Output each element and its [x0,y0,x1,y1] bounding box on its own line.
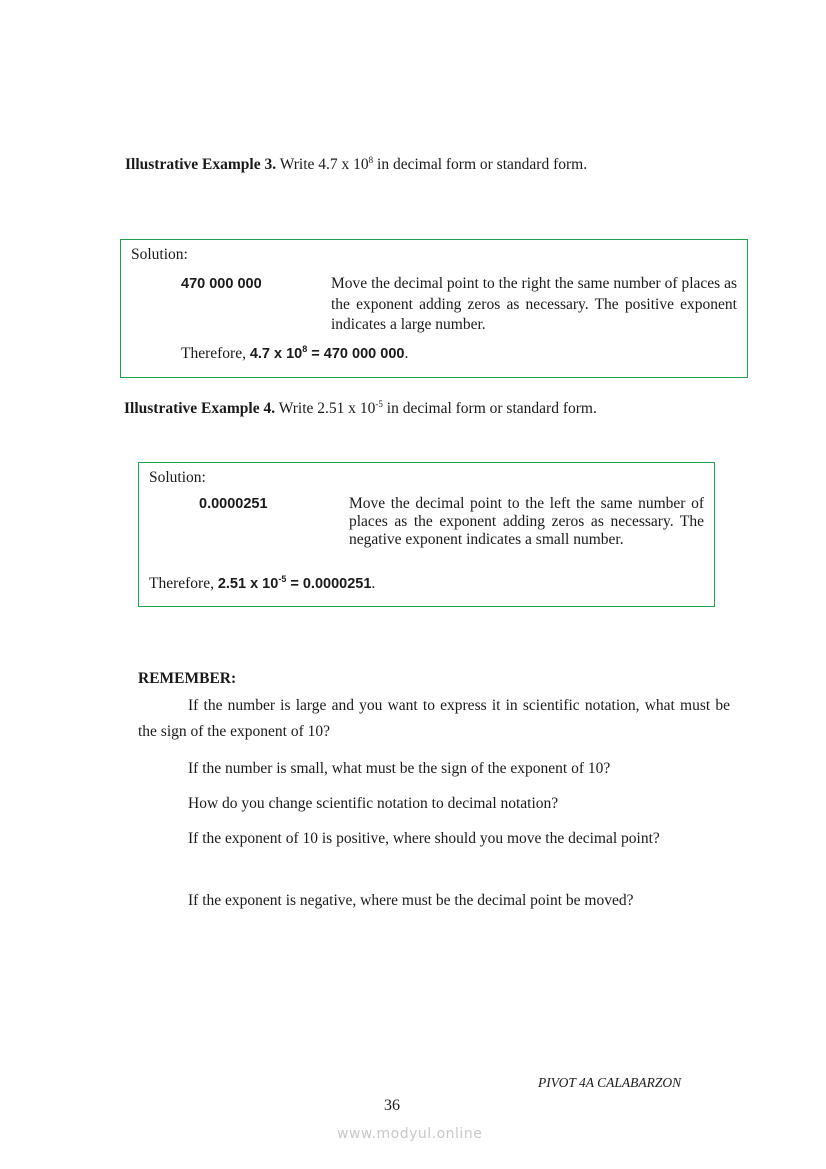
example-3-label: Illustrative Example 3. [125,156,277,173]
example-3-prompt [125,156,587,174]
result-exponent: 8 [302,344,308,354]
result-exponent: -5 [278,574,287,584]
prompt-text: in decimal form or standard form. [382,400,597,417]
therefore-line [181,345,408,363]
therefore-line [149,575,375,593]
period: . [371,575,376,592]
publisher-footer: PIVOT 4A CALABARZON [538,1075,682,1090]
example-4-label: Illustrative Example 4. [124,400,276,417]
remember-question: If the exponent is negative, where must be the decimal point be moved? [188,892,634,909]
result-value: = 470 000 000 [307,346,405,362]
therefore-text: Therefore, [181,345,250,362]
prompt-text: Write 4.7 x 10 [279,156,369,173]
result-value: = 0.0000251 [286,576,372,592]
remember-question: If the number is small, what must be the sign of the exponent of 10? [188,760,611,777]
therefore-text: Therefore, [149,575,218,592]
page-number: 36 [384,1097,400,1114]
explanation: Move the decimal point to the right the same number of places as the exponent adding zeros as necessary. The positive exponent indicates a large number. [331,275,737,333]
period: . [404,345,409,362]
example-4-solution-box [138,462,715,607]
solution-label: Solution: [149,469,206,486]
example-3-solution-box [120,239,748,378]
exponent: -5 [375,399,383,409]
result-base: 2.51 x 10 [217,576,279,592]
example-4-prompt [124,400,597,418]
remember-heading: REMEMBER: [138,670,237,687]
prompt-text: in decimal form or standard form. [373,156,588,173]
exponent: 8 [368,155,374,165]
answer: 0.0000251 [199,496,268,512]
remember-question: If the number is large and you want to express it in scientific notation, what must be the sign of the exponent of 10? [138,697,730,740]
prompt-text: Write 2.51 x 10 [278,400,376,417]
remember-question: How do you change scientific notation to decimal notation? [188,795,559,812]
answer: 470 000 000 [181,276,262,292]
watermark: www.modyul.online [337,1126,483,1142]
remember-question: If the exponent of 10 is positive, where should you move the decimal point? [188,830,660,847]
result-base: 4.7 x 10 [249,346,303,362]
explanation: Move the decimal point to the left the same number of places as the exponent adding zeros as necessary. The negative exponent indicates a small number. [349,495,704,548]
solution-label: Solution: [131,246,188,263]
